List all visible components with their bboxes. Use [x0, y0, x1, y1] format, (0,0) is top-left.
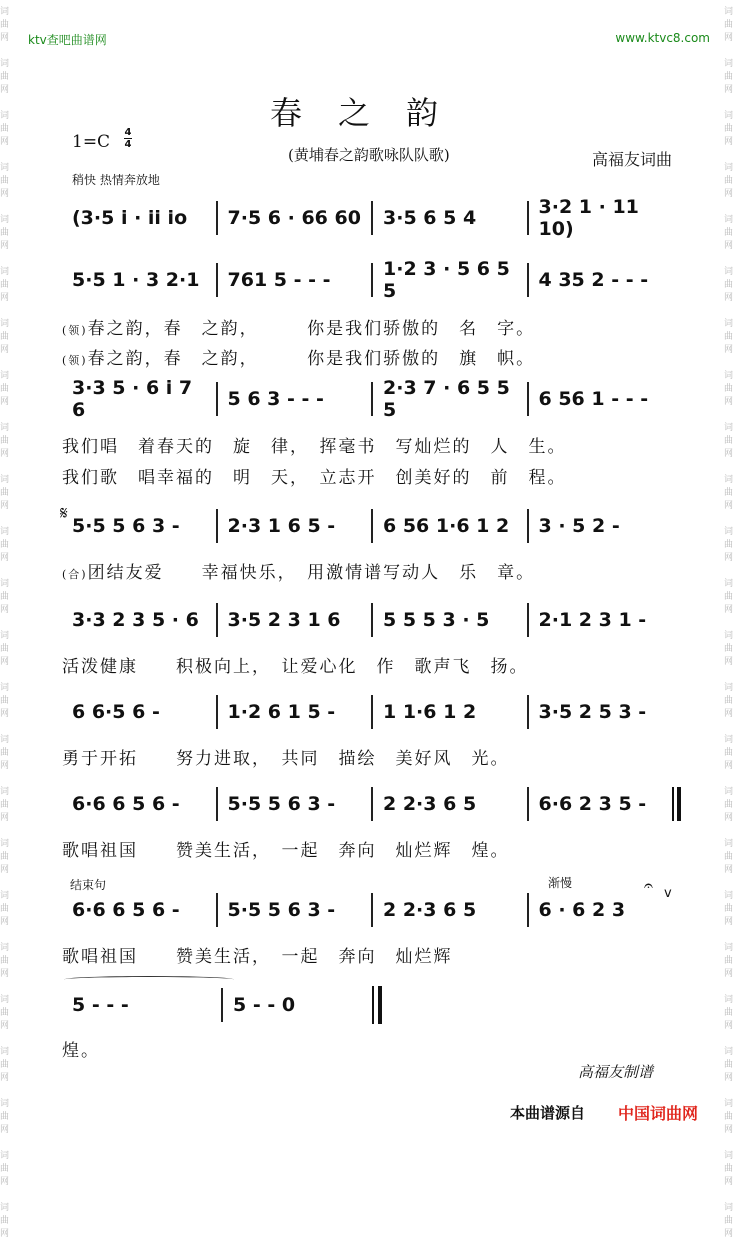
measure: 2·3 1 6 5 -	[216, 509, 372, 543]
score-row-2	[62, 258, 682, 302]
measure: (3·5 i · ii io	[72, 207, 188, 229]
tempo-marking: 稍快 热情奔放地	[72, 173, 160, 187]
song-title: 春之韵	[270, 94, 475, 132]
left-watermark-column: 词曲网 词曲网 词曲网 词曲网 词曲网 词曲网 词曲网 词曲网 词曲网 词曲网 词曲网 词曲网 词曲网 词曲网 词曲网 词曲网 词曲网 词曲网 词曲网 词曲网 词曲网 词曲网 词曲网 词曲网	[0, 7, 10, 1239]
transcriber-credit: 高福友制谱	[578, 1063, 654, 1081]
lyric-line	[62, 344, 535, 369]
score-row-7	[62, 790, 682, 818]
time-signature	[124, 127, 132, 150]
measure: 5 - - 0	[221, 988, 382, 1022]
lyric-line: 我们唱 着春天的 旋 律， 挥毫书 写灿烂的 人 生。	[62, 437, 567, 457]
lyric-segment: 你是我们骄傲的 旗 帜。	[307, 349, 536, 369]
source-label: 本曲谱源自	[510, 1104, 586, 1122]
score-row-6	[62, 698, 682, 726]
measure: 3·5 2 5 3 -	[527, 695, 683, 729]
measure: 3·5 6 5 4	[371, 201, 527, 235]
measure: 5 6 3 - - -	[216, 382, 372, 416]
site-url-right[interactable]: www.ktvc8.com	[615, 31, 710, 45]
measure: 3 · 5 2 -	[527, 509, 683, 543]
measure: 4 35 2 - - -	[527, 263, 683, 297]
measure: 5·5 1 · 3 2·1	[72, 269, 200, 291]
fermata-sign: 𝄐	[644, 876, 653, 895]
lyric-line	[62, 558, 535, 583]
part-tag: (领)	[62, 354, 88, 367]
measure: 2 2·3 6 5	[371, 787, 527, 821]
measure: 3·5 2 3 1 6	[216, 603, 372, 637]
measure: 6·6 6 5 6 -	[72, 899, 180, 921]
part-tag: (合)	[62, 568, 88, 581]
repeat-bar-thin	[672, 787, 674, 821]
final-bar-thick	[378, 986, 382, 1024]
score-row-3	[62, 377, 682, 421]
lyric-segment: 春之韵，春 之韵，	[87, 319, 251, 339]
measure: 3·3 2 3 5 · 6	[72, 609, 199, 631]
score-row-5	[62, 606, 682, 634]
measure: 2·1 2 3 1 -	[527, 603, 683, 637]
lyric-line: 活泼健康 积极向上， 让爱心化 作 歌声飞 扬。	[62, 657, 529, 677]
score-row-9	[62, 991, 382, 1019]
tie-arc	[64, 976, 234, 983]
lyric-line	[62, 314, 535, 339]
final-bar-thin	[372, 986, 374, 1024]
ending-label: 结束句	[70, 878, 107, 892]
lyric-line: 歌唱祖国 赞美生活， 一起 奔向 灿烂辉 煌。	[62, 841, 510, 861]
measure: 7·5 6 · 66 60	[216, 201, 372, 235]
measure: 2 2·3 6 5	[371, 893, 527, 927]
meter-bottom: 4	[124, 139, 132, 150]
ritardando-label: 渐慢	[548, 876, 573, 890]
measure: 5·5 5 6 3 -	[216, 787, 372, 821]
key-signature: 1=C	[72, 132, 111, 152]
measure: 6 56 1 - - -	[527, 382, 683, 416]
measure: 1·2 6 1 5 -	[216, 695, 372, 729]
part-tag: (领)	[62, 324, 88, 337]
measure: 6·6 6 5 6 -	[72, 793, 180, 815]
source-site-link[interactable]: 中国词曲网	[618, 1104, 699, 1123]
measure: 5 - - -	[72, 994, 129, 1016]
right-watermark-column: 词曲网 词曲网 词曲网 词曲网 词曲网 词曲网 词曲网 词曲网 词曲网 词曲网 词曲网 词曲网 词曲网 词曲网 词曲网 词曲网 词曲网 词曲网 词曲网 词曲网 词曲网 词曲网 词曲网 词曲网	[724, 7, 734, 1239]
meter-top: 4	[124, 127, 132, 138]
lyric-segment: 团结友爱 幸福快乐， 用激情谱写动人 乐 章。	[87, 563, 536, 583]
score-row-8	[62, 896, 682, 924]
score-row-4	[62, 512, 682, 540]
measure: 5 5 5 3 · 5	[371, 603, 527, 637]
site-name-left[interactable]: ktv查吧曲谱网	[28, 33, 107, 47]
measure: 3·3 5 · 6 i 7 6	[72, 377, 193, 421]
segno-sign: 𝄋	[60, 503, 68, 524]
lyric-line: 煌。	[62, 1041, 100, 1061]
measure: 6 6·5 6 -	[72, 701, 160, 723]
measure: 2·3 7 · 6 5 5 5	[371, 382, 527, 416]
measure: 6 · 6 2 3	[527, 893, 683, 927]
lyric-line: 勇于开拓 努力进取， 共同 描绘 美好风 光。	[62, 749, 510, 769]
measure: 3·2 1 · 11 10)	[527, 201, 683, 235]
lyric-segment: 你是我们骄傲的 名 字。	[307, 319, 536, 339]
measure: 5·5 5 6 3 -	[72, 515, 180, 537]
measure: 5·5 5 6 3 -	[216, 893, 372, 927]
measure: 6·6 2 3 5 -	[527, 787, 683, 821]
lyric-segment: 春之韵，春 之韵，	[87, 349, 251, 369]
lyric-line: 我们歌 唱幸福的 明 天， 立志开 创美好的 前 程。	[62, 468, 567, 488]
lyric-line: 歌唱祖国 赞美生活， 一起 奔向 灿烂辉	[62, 947, 453, 967]
breath-mark: v	[664, 886, 672, 901]
measure: 1 1·6 1 2	[371, 695, 527, 729]
measure: 6 56 1·6 1 2	[371, 509, 527, 543]
song-subtitle: (黄埔春之韵歌咏队队歌)	[288, 146, 450, 164]
score-row-1	[62, 196, 682, 240]
repeat-bar-thick	[677, 787, 681, 821]
measure: 761 5 - - -	[216, 263, 372, 297]
composer-credit: 高福友词曲	[592, 150, 673, 169]
measure: 1·2 3 · 5 6 5 5	[371, 263, 527, 297]
